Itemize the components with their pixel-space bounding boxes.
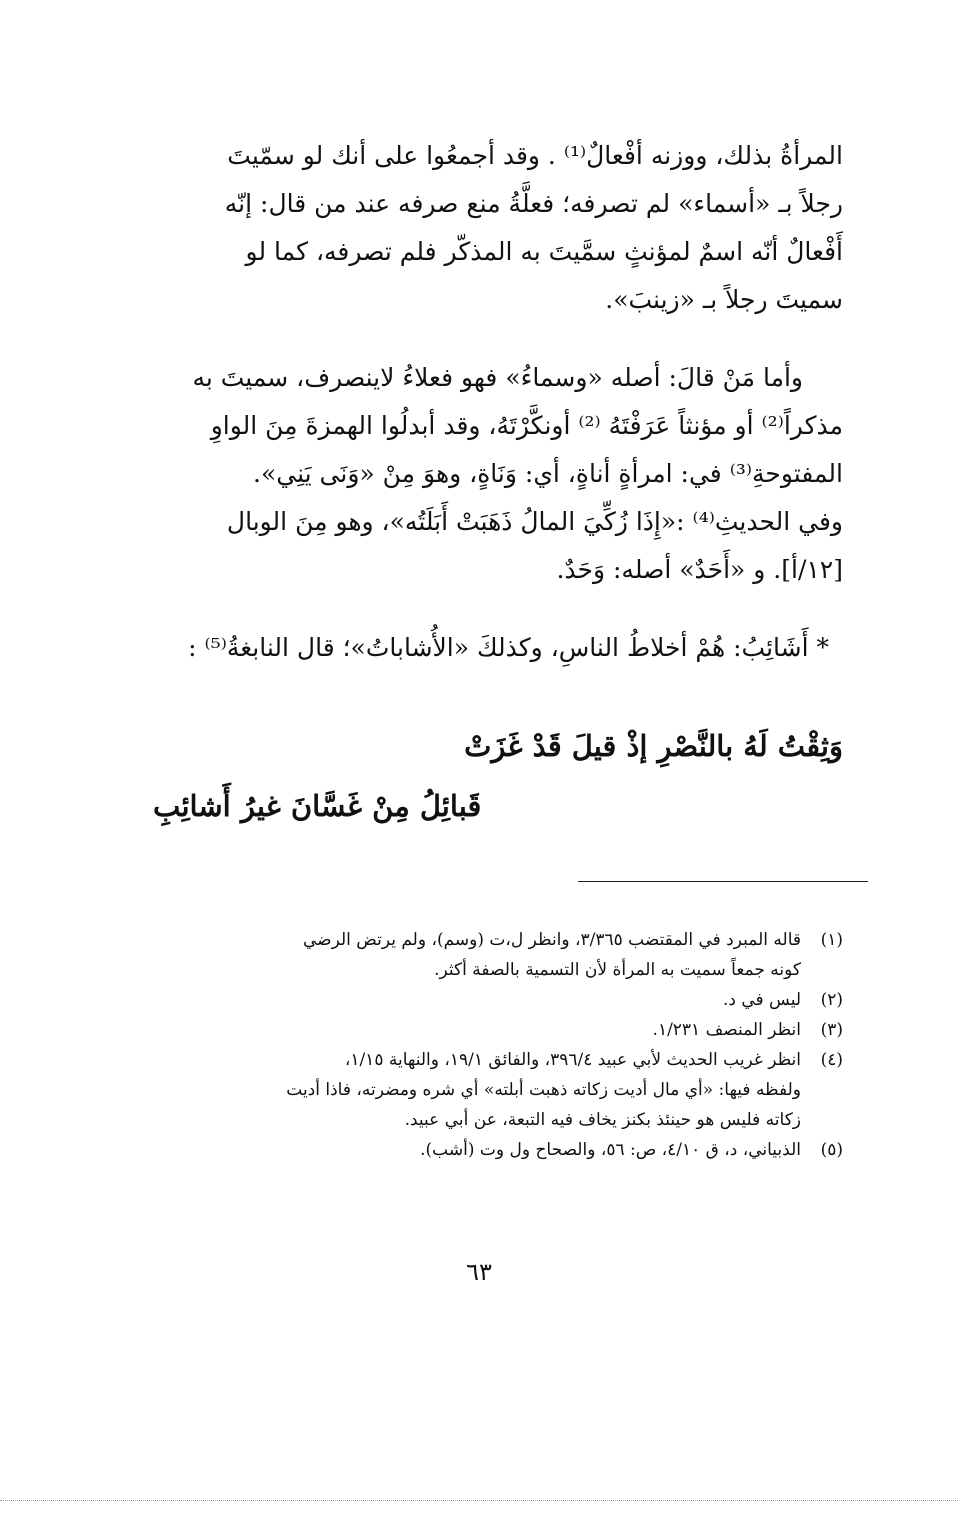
- verse-line-1: وَثِقْتُ لَهُ بالنَّصْرِ إذْ قيلَ قَدْ غَزَتْ: [464, 729, 843, 763]
- footnote-line: زكاته فليس هو حينئذ بكنز يخاف فيه التبعة، عن أبي عبيد.: [404, 1110, 801, 1130]
- footnote-4: [153, 1045, 843, 1135]
- text-line: رجلاً بـ «أسماء» لم تصرفه؛ فعلَّةُ منع صرفه عند من قال: إنّه: [224, 189, 843, 218]
- footnote-line: ولفظه فيها: «أي مال أديت زكاته ذهبت أبلته» أي شره ومضرته، فاذا أديت: [286, 1080, 801, 1100]
- text-line: * أَشَائِبُ: هُمْ أخلاطُ الناسِ، وكذلكَ «الأُشاباتُ»؛ قال النابغةُ⁽⁵⁾ :: [188, 633, 829, 662]
- footnote-number: (٣): [820, 1020, 843, 1040]
- text-line: أَفْعالٌ أنّه اسمٌ لمؤنثٍ سمَّيتَ به المذكّر فلم تصرفه، كما لو: [245, 237, 843, 266]
- page-number: ٦٣: [466, 1258, 492, 1286]
- text-line: المفتوحةِ⁽³⁾ في: امرأةٍ أناةٍ، أي: وَنَاةٍ، وهوَ مِنْ «وَنَى يَنِي».: [253, 459, 843, 488]
- text-line: [١٢/أ]. و «أَحَدٌ» أصله: وَحَدٌ.: [556, 555, 843, 584]
- footnote-divider: [578, 881, 868, 882]
- scan-edge-line: [0, 1500, 958, 1501]
- paragraph-2: [153, 354, 843, 594]
- footnotes: [153, 925, 843, 1165]
- footnote-line: انظر غريب الحديث لأبي عبيد ٣٩٦/٤، والفائق ١٩/١، والنهاية ١/١٥،: [344, 1050, 801, 1070]
- footnote-number: (٤): [820, 1050, 843, 1070]
- footnote-number: (١): [820, 930, 843, 950]
- footnote-line: قاله المبرد في المقتضب ٣/٣٦٥، وانظر ل،ت (وسم)، ولم يرتض الرضي: [302, 930, 801, 950]
- main-text: [153, 132, 843, 702]
- footnote-number: (٢): [820, 990, 843, 1010]
- text-line: وفي الحديثِ⁽⁴⁾ :«إِذَا زُكِّيَ المالُ ذَهَبَتْ أَبَلَتُه»، وهو مِنَ الوبال: [226, 507, 843, 536]
- text-line: المرأةُ بذلك، ووزنه أفْعالٌ⁽¹⁾ . وقد أجمعُوا على أنك لو سمّيتَ: [227, 141, 843, 170]
- footnote-2: [153, 985, 843, 1015]
- footnote-line: الذبياني، د، ق ٤/١٠، ص: ٥٦، والصحاح ول وت (أشب).: [420, 1140, 801, 1160]
- text-line: مذكراً⁽²⁾ أو مؤنثاً عَرَفْتَهُ ⁽²⁾ أونكَّرْتَهُ، وقد أبدلُوا الهمزةَ مِنَ الواوِ: [210, 411, 843, 440]
- verse-line-2: قَبائِلُ مِنْ غَسَّانَ غيرُ أَشائِبِ: [153, 789, 482, 823]
- footnote-line: انظر المنصف ١/٢٣١.: [652, 1020, 801, 1040]
- footnote-3: [153, 1015, 843, 1045]
- footnote-line: ليس في د.: [722, 990, 801, 1010]
- paragraph-3: [153, 624, 843, 672]
- text-line: سميتَ رجلاً بـ «زينبَ».: [605, 285, 843, 314]
- footnote-number: (٥): [820, 1140, 843, 1160]
- footnote-1: [153, 925, 843, 985]
- text-line: وأما مَنْ قالَ: أصله «وسماءُ» فهو فعلاءُ لاينصرف، سميتَ به: [192, 363, 803, 392]
- footnote-5: [153, 1135, 843, 1165]
- paragraph-1: [153, 132, 843, 324]
- footnote-line: كونه جمعاً سميت به المرأة لأن التسمية بالصفة أكثر.: [434, 960, 801, 980]
